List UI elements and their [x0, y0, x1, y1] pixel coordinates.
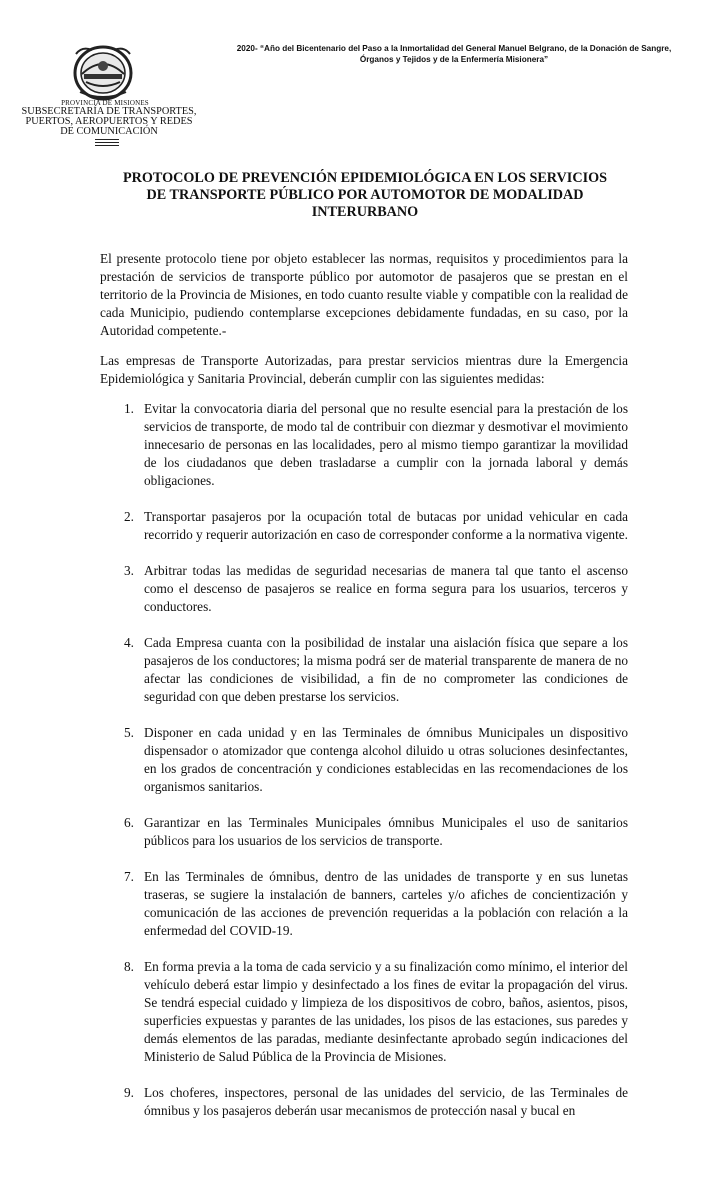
list-item — [100, 634, 628, 706]
item-number: 9. — [124, 1085, 134, 1100]
item-text: Cada Empresa cuanta con la posibilidad de instalar una aislación física que separe a los pasajeros de los conductores; la misma podrá ser de material transparente de manera de no afectar las condiciones de visibilidad, a fin de no comprometer las condiciones de seguridad con que deben prestarse los servicios. — [144, 635, 628, 704]
item-text: Transportar pasajeros por la ocupación total de butacas por unidad vehicular en cada recorrido y requerir autorización en caso de corresponder conforme a la normativa vigente. — [144, 509, 629, 542]
item-number: 7. — [124, 869, 134, 884]
measures-list — [100, 400, 628, 1138]
measures-intro-paragraph: Las empresas de Transporte Autorizadas, para prestar servicios mientras dure la Emergencia Epidemiológica y Sanitaria Provincial, deberán cumplir con las siguientes medidas: — [100, 353, 628, 386]
item-number: 6. — [124, 815, 134, 830]
list-item — [100, 562, 628, 616]
year-motto: 2020- “Año del Bicentenario del Paso a la Inmortalidad del General Manuel Belgrano, de la Donación de Sangre, Órganos y Tejidos y de la Enfermería Misionera” — [236, 44, 672, 64]
item-number: 5. — [124, 725, 134, 740]
intro-paragraph: El presente protocolo tiene por objeto establecer las normas, requisitos y procedimientos para la prestación de servicios de transporte público por automotor de pasajeros que se prestan en el territorio de la Provincia de Misiones, en todo cuanto resulte viable y compatible con la realidad de cada Municipio, pudiendo contemplarse excepciones debidamente fundadas, en su caso, por la Autoridad competente.- — [100, 251, 628, 338]
list-item — [100, 508, 628, 544]
item-text: Garantizar en las Terminales Municipales ómnibus Municipales el uso de sanitarios públicos para los usuarios de los servicios de transporte. — [144, 815, 628, 848]
list-item — [100, 400, 628, 490]
document-title: PROTOCOLO DE PREVENCIÓN EPIDEMIOLÓGICA EN LOS SERVICIOS DE TRANSPORTE PÚBLICO POR AUTOMOTOR DE MODALIDAD INTERURBANO — [122, 170, 608, 220]
province-name: PROVINCIA DE MISIONES — [61, 99, 149, 107]
item-text: Arbitrar todas las medidas de seguridad necesarias de manera tal que tanto el ascenso como el descenso de pasajeros se realice en forma segura para los usuarios, terceros y conductores. — [144, 563, 628, 614]
item-number: 4. — [124, 635, 134, 650]
list-item — [100, 958, 628, 1066]
provincial-coat-of-arms-icon — [72, 44, 134, 102]
item-number: 1. — [124, 401, 134, 416]
header-divider — [95, 139, 119, 148]
item-number: 3. — [124, 563, 134, 578]
list-item — [100, 724, 628, 796]
item-text: Evitar la convocatoria diaria del personal que no resulte esencial para la prestación de los servicios de transporte, de modo tal de contribuir con diezmar y desmotivar el movimiento innecesario de personas en las localidades, pero al mismo tiempo garantizar la movilidad de los ciudadanos que deben trasladarse a cumplir con la jornada laboral y demás obligaciones. — [144, 401, 628, 488]
list-item — [100, 868, 628, 940]
list-item — [100, 814, 628, 850]
item-text: En forma previa a la toma de cada servicio y a su finalización como mínimo, el interior del vehículo deberá estar limpio y desinfectado a los fines de evitar la propagación del virus. Se tendrá especial cuidado y limpieza de los dispositivos de cobro, baños, asientos, pisos, superficies expuestas y parantes de las unidades, los pisos de las estaciones, sus paredes y demás elementos de las paradas, mediante desinfectante aprobado según indicaciones del Ministerio de Salud Pública de la Provincia de Misiones. — [144, 959, 628, 1064]
item-text: Los choferes, inspectores, personal de las unidades del servicio, de las Terminales de ómnibus y los pasajeros deberán usar mecanismos de protección nasal y bucal en — [144, 1085, 628, 1118]
item-number: 2. — [124, 509, 134, 524]
item-text: En las Terminales de ómnibus, dentro de las unidades de transporte y en sus lunetas traseras, se sugiere la instalación de banners, carteles y/o afiches de concientización y comunicación de las acciones de prevención requeridas a la población con relación a la enfermedad del COVID-19. — [144, 869, 628, 938]
subsecretaria-name: SUBSECRETARÍA DE TRANSPORTES, PUERTOS, AEROPUERTOS Y REDES DE COMUNICACIÓN — [21, 106, 197, 137]
item-text: Disponer en cada unidad y en las Terminales de ómnibus Municipales un dispositivo dispensador o atomizador que contenga alcohol diluido u otras soluciones desinfectantes, en los grados de concentración y condiciones establecidas en las recomendaciones de los organismos sanitarios. — [144, 725, 628, 794]
list-item — [100, 1084, 628, 1120]
item-number: 8. — [124, 959, 134, 974]
